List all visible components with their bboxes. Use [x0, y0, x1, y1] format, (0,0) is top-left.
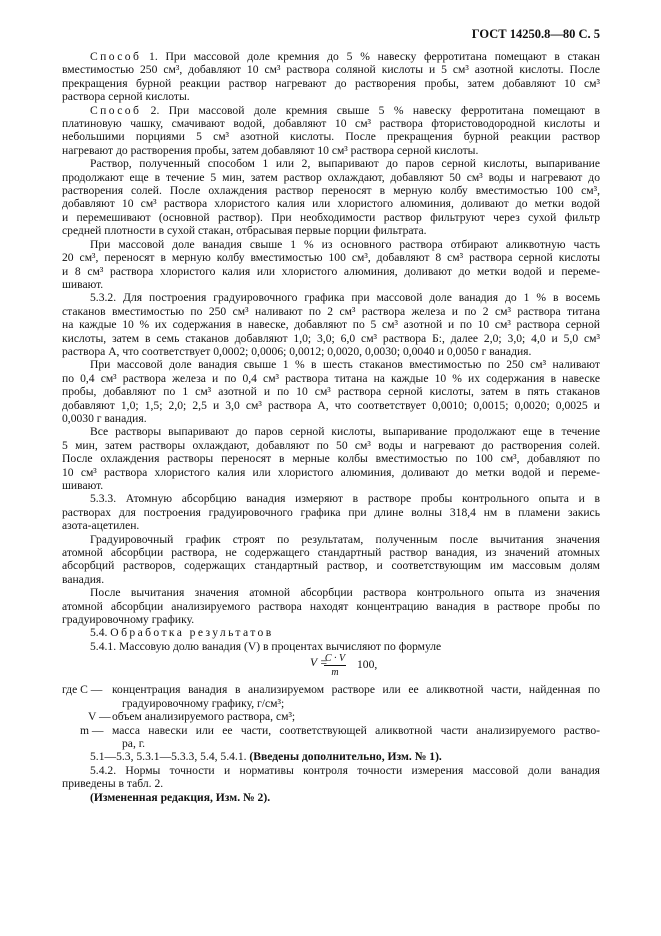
fraction-numerator: C · V: [324, 653, 346, 665]
text-line: и 8 см³ раствора хлористого калия или хлористого алюминия, доливают до метки водой и переме-: [62, 264, 600, 278]
text-line: атомной абсорбции раствора, не содержащего стандартный раствор ванадия, из значений атомных: [62, 546, 600, 560]
text-line: 0,0030 г ванадия.: [62, 411, 147, 425]
text-line: раствора серной кислоты.: [62, 90, 190, 104]
text-run: 1. При массовой доле кремния до 5 % навеску ферротитана помещают в стакан: [141, 50, 600, 63]
text-line: Все растворы выпаривают до паров серной кислоты, выпаривание продолжают еще в течение: [90, 425, 600, 439]
variable-definition: [62, 683, 600, 710]
paragraph: [62, 291, 600, 358]
text-line: на каждые 10 % их содержания в навеске, добавляют по 5 см³ азотной и по 10 см³ раствора серной: [62, 318, 600, 332]
text-line: 5.3.2. Для построения градуировочного графика при массовой доле ванадия до 1 % в восемь: [90, 291, 600, 305]
text-run: 2. При массовой доле кремния свыше 5 % навеску ферротитана помещают в: [141, 103, 600, 117]
variable-key: где C —: [62, 683, 103, 697]
text-line: добавляют 10 см³ раствора хлористого калия или хлористого алюминия, доливают до метки водой: [62, 197, 600, 211]
text-line: растворения солей. После охлаждения раствор переносят в мерную колбу вместимостью 100 см³,: [62, 184, 600, 198]
text-line: Градуировочный график строят по результатам, полученным после вычитания значения: [90, 532, 600, 546]
fraction-bar: [324, 665, 346, 666]
paragraph: [62, 238, 600, 292]
formula-lhs: V =: [310, 656, 328, 670]
text-run: 5.1—5.3, 5.3.1—5.3.3, 5.4, 5.4.1.: [90, 750, 250, 764]
text-line: приведены в табл. 2.: [62, 777, 164, 791]
text-line: атомной абсорбции анализируемого раствора находят концентрацию ванадия в растворе пробы по: [62, 599, 600, 613]
text-line: 5 мин, затем растворы охлаждают, добавляют по 50 см³ воды и нагревают до растворения солей.: [62, 438, 600, 452]
text-line: 5.4.1. Массовую долю ванадия (V) в процентах вычисляют по формуле: [90, 639, 442, 653]
text-line: После охлаждения растворы переносят в мерные колбы вместимостью по 100 см³, добавляют по: [62, 452, 600, 466]
amendment-bold: (Измененная редакция, Изм. № 2).: [90, 790, 271, 804]
paragraph: [62, 358, 600, 425]
text-line: средней плотности в сухой стакан, отбрасывая первые порции фильтрата.: [62, 224, 427, 238]
text-line: добавляют 1,0; 1,5; 2,0; 2,5 и 3,0 см³ раствора А, что соответствует 0,0010; 0,0015; 0,0020; 0,0025 и: [62, 398, 600, 412]
text-line: При массовой доле ванадия свыше 1 % из основного раствора отбирают аликвотную часть: [90, 237, 600, 251]
text-line: абсорбций растворов, содержащих стандартный раствор, и соответствующим им массовым долям: [62, 559, 600, 573]
text-line: ванадия.: [62, 572, 105, 586]
text-line: платиновую чашку, смачивают водой, добавляют 10 см³ раствора фтористоводородной кислоты и: [62, 117, 600, 131]
page-header: ГОСТ 14250.8—80 С. 5: [471, 27, 600, 41]
text-line: растворах для построения градуировочного графика при длине волны 318,4 нм в пламени закись: [62, 505, 600, 519]
text-line: [62, 50, 600, 63]
paragraph: [62, 104, 600, 158]
text-line: стаканов вместимостью по 250 см³ наливают по 2 см³ раствора железа и по 2 см³ раствора титана: [62, 304, 600, 318]
text-line: При массовой доле ванадия свыше 1 % в шесть стаканов вместимостью по 250 см³ наливают: [90, 358, 600, 372]
section-title: Обработка результатов: [110, 626, 274, 640]
text-line: и перемешивают (основной раствор). При необходимости раствор фильтруют через сухой фильтр: [62, 210, 600, 224]
text-line: нагревают до растворения пробы, затем добавляют 10 см³ раствора серной кислоты.: [62, 143, 479, 157]
text-line: шивают.: [62, 479, 104, 492]
section-heading: [62, 626, 600, 639]
method-label: Способ: [90, 50, 142, 63]
text-line: После вычитания значения атомной абсорбции раствора контрольного опыта из значения: [90, 586, 600, 600]
text-line: ра, г.: [122, 736, 146, 750]
text-line: кислоты, затем в семь стаканов добавляют 1,0; 3,0; 6,0 см³ раствора Б:, далее 2,0; 3,0; 4,0 и 5,0 см³: [62, 331, 600, 345]
amendment-note: [62, 791, 600, 804]
text-line: шивают.: [62, 277, 104, 291]
fraction: [324, 653, 346, 678]
text-line: 5.3.3. Атомную абсорбцию ванадия измеряют в растворе пробы контрольного опыта и в: [90, 492, 600, 506]
paragraph: [62, 533, 600, 587]
paragraph: [62, 425, 600, 492]
text-line: 5.4.2. Нормы точности и нормативы контроля точности измерения массовой доли ванадия: [90, 763, 600, 777]
formula-multiplier: 100,: [357, 658, 378, 672]
paragraph: [62, 50, 600, 104]
text-line: 10 см³ раствора хлористого калия или хлористого алюминия, доливают до метки водой и переме-: [62, 465, 600, 479]
text-line: объем анализируемого раствора, см³;: [112, 710, 296, 724]
paragraph: [62, 586, 600, 626]
document-body: [62, 50, 600, 804]
variable-definition: [62, 710, 600, 723]
amendment-bold: (Введены дополнительно, Изм. № 1).: [249, 750, 442, 764]
text-line: [62, 104, 600, 117]
text-line: продолжают еще в течение 5 мин, затем раствор охлаждают, добавляют 50 см³ воды и нагревают до: [62, 170, 600, 184]
section-number: 5.4.: [90, 626, 108, 640]
text-line: концентрация ванадия в анализируемом растворе или ее аликвотной части, найденная по: [112, 683, 600, 697]
text-line: градуировочному графику, г/см³;: [122, 696, 285, 710]
amendment-note: [62, 750, 600, 763]
variable-key: m —: [80, 723, 104, 737]
text-line: по 0,4 см³ раствора железа и по 0,4 см³ раствора титана на каждые 10 % их содержания в навеске: [62, 371, 600, 385]
paragraph: [62, 157, 600, 237]
text-line: пробы, добавляют по 1 см³ азотной и по 10 см³ раствора серной кислоты, затем в пять стаканов: [62, 385, 600, 399]
text-line: 20 см³, переносят в мерную колбу вместимостью 100 см³, добавляют 8 см³ раствора серной кислоты: [62, 251, 600, 265]
text-line: градуировочному графику.: [62, 613, 195, 627]
text-line: масса навески или ее части, соответствующей аликвотной части анализируемого раство-: [112, 723, 600, 737]
text-line: небольшими порциями 5 см³ азотной кислоты. После прекращения бурной реакции раствор: [62, 130, 600, 144]
text-line: азота-ацетилен.: [62, 519, 140, 533]
variable-key: V —: [88, 710, 111, 724]
fraction-denominator: m: [331, 667, 339, 679]
method-label: Способ: [90, 103, 142, 117]
formula: [62, 653, 600, 683]
paragraph: [62, 492, 600, 532]
text-line: раствора А, что соответствует 0,0002; 0,0006; 0,0012; 0,0020, 0,0030; 0,0040 и 0,0050 г ванадия.: [62, 344, 532, 358]
text-line: вместимостью 250 см³, добавляют 10 см³ раствора соляной кислоты и 5 см³ азотной кислоты. После: [62, 63, 600, 77]
text-line: Раствор, полученный способом 1 или 2, выпаривают до паров серной кислоты, выпаривание: [90, 157, 600, 171]
text-line: прекращения бурной реакции раствор нагревают до растворения пробы, затем добавляют 10 см³: [62, 76, 600, 90]
variable-definition: [62, 724, 600, 751]
